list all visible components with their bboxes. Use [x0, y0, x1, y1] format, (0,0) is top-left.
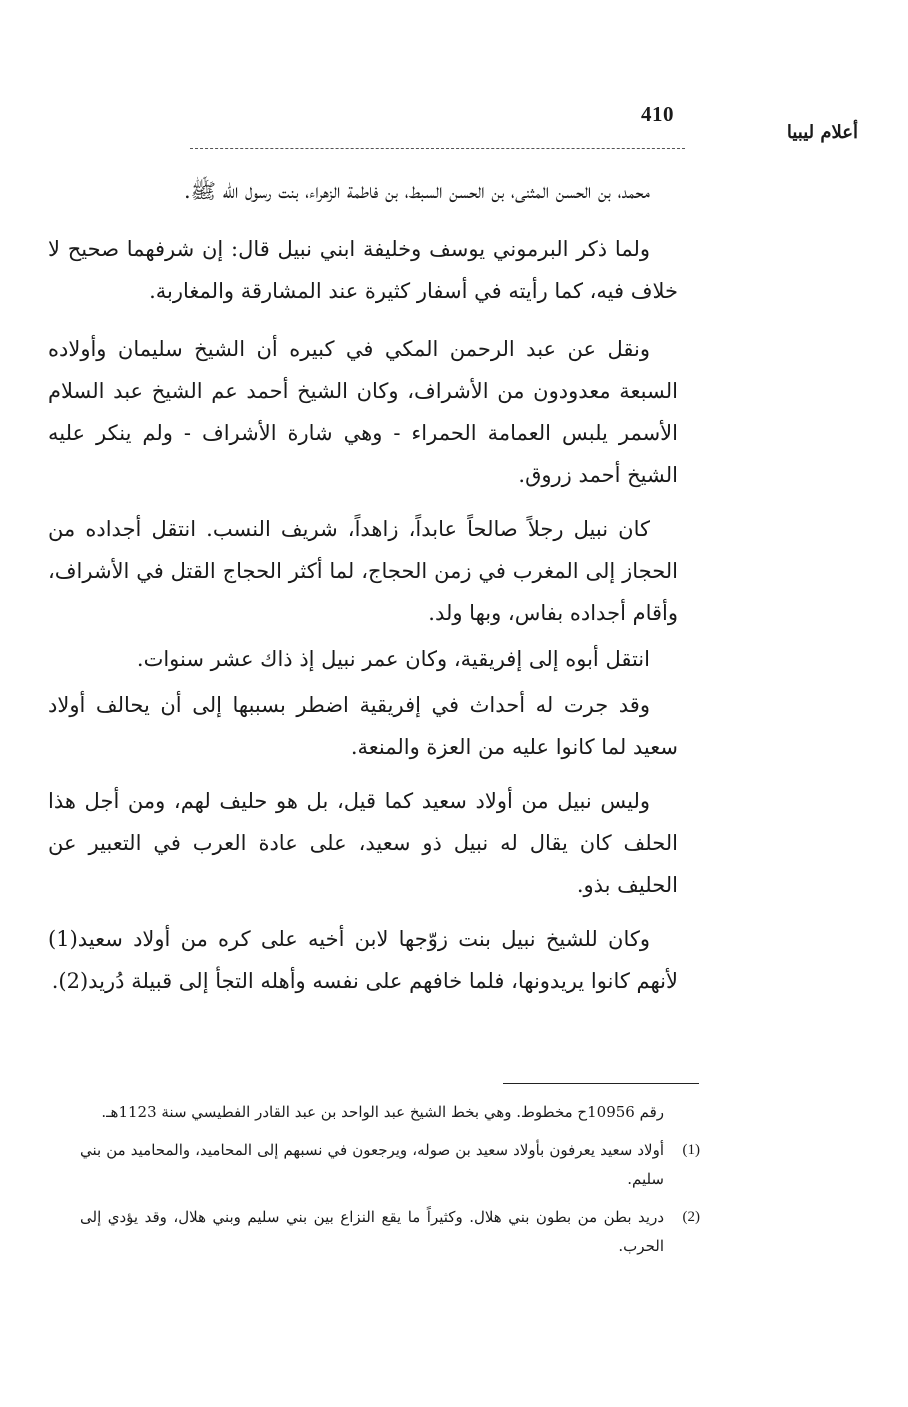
footnote-item — [80, 1203, 700, 1261]
paragraph: ونقل عن عبد الرحمن المكي في كبيره أن الشيخ سليمان وأولاده السبعة معدودون من الأشراف، وكان الشيخ أحمد عم الشيخ عبد السلام الأسمر يلبس العمامة الحمراء - وهي شارة الأشراف - ولم ينكر عليه الشيخ أحمد زروق. — [48, 337, 678, 487]
footnotes — [80, 1098, 700, 1270]
paragraph: وقد جرت له أحداث في إفريقية اضطر بسببها إلى أن يحالف أولاد سعيد لما كانوا عليه من العزة والمنعة. — [48, 693, 678, 759]
paragraph: محمد، بن الحسن المثنى، بن الحسن السبط، بن فاطمة الزهراء، بنت رسول الله ﷺ. — [183, 179, 650, 203]
paragraph: وليس نبيل من أولاد سعيد كما قيل، بل هو حليف لهم، ومن أجل هذا الحلف كان يقال له نبيل ذو سعيد، على عادة العرب في التعبير عن الحليف بذو. — [48, 789, 678, 897]
paragraph: وكان للشيخ نبيل بنت زوّجها لابن أخيه على كره من أولاد سعيد(1) لأنهم كانوا يريدونها، فلما خافهم على نفسه وأهله التجأ إلى قبيلة دُريد(2). — [48, 927, 678, 993]
paragraph: كان نبيل رجلاً صالحاً عابداً، زاهداً، شريف النسب. انتقل أجداده من الحجاز إلى المغرب في زمن الحجاج، لما أكثر الحجاج القتل في الأشراف، وأقام أجداده بفاس، وبها ولد. — [48, 517, 678, 625]
footnote-text: رقم 10956ح مخطوط. وهي بخط الشيخ عبد الواحد بن عبد القادر الفطيسي سنة 1123هـ. — [101, 1103, 664, 1121]
paragraph: ولما ذكر البرموني يوسف وخليفة ابني نبيل قال: إن شرفهما صحيح لا خلاف فيه، كما رأيته في أسفار كثيرة عند المشارقة والمغاربة. — [48, 237, 678, 303]
running-title: أعلام ليبيا — [786, 122, 858, 143]
footnote-item — [80, 1136, 700, 1194]
body-text — [48, 170, 678, 1002]
footnote-text: أولاد سعيد يعرفون بأولاد سعيد بن صوله، ويرجعون في نسبهم إلى المحاميد، والمحاميد من بني سليم. — [80, 1141, 664, 1188]
footnote-divider — [503, 1083, 699, 1084]
footnote-number: (2) — [682, 1209, 700, 1225]
header-divider — [190, 148, 685, 149]
paragraph: انتقل أبوه إلى إفريقية، وكان عمر نبيل إذ ذاك عشر سنوات. — [136, 647, 650, 671]
page-number: 410 — [641, 102, 674, 126]
footnote-text: دريد بطن من بطون بني هلال. وكثيراً ما يقع النزاع بين بني سليم وبني هلال، وقد يؤدي إلى الحرب. — [80, 1208, 665, 1255]
footnote-number: (1) — [682, 1142, 700, 1158]
footnote-continuation — [80, 1098, 700, 1127]
